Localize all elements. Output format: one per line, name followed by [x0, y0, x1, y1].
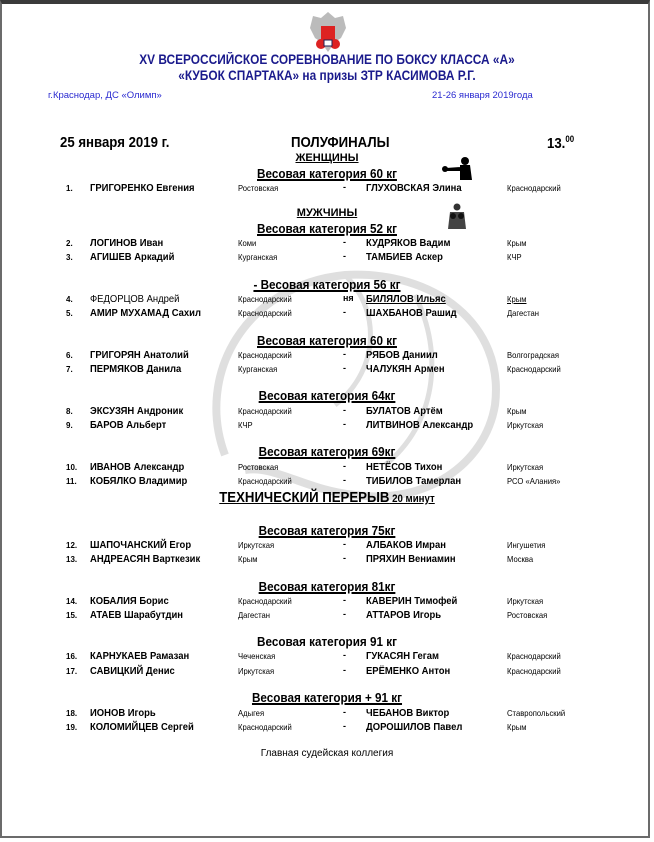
bout-row [0, 182, 654, 196]
boxer-region: Ростовская [238, 183, 279, 193]
bout-number: 1. [66, 184, 73, 193]
boxer-name: ИОНОВ Игорь [90, 707, 156, 719]
boxer-region: Дагестан [238, 610, 271, 620]
boxer-name: КАРНУКАЕВ Рамазан [90, 650, 190, 662]
boxer-region: Иркутская [238, 540, 275, 550]
opponent-name: ЕРЁМЕНКО Антон [366, 665, 451, 677]
boxer-name: ГРИГОРЯН Анатолий [90, 349, 189, 361]
opponent-name: ШАХБАНОВ Рашид [366, 307, 457, 319]
bout-number: 17. [66, 667, 78, 676]
bout-separator: - [343, 553, 346, 563]
boxer-name: ФЕДОРЦОВ Андрей [90, 293, 180, 305]
weight-category-label: Весовая категория 64кг [258, 388, 396, 403]
weight-category-label: Весовая категория 52 кг [257, 221, 397, 236]
boxer-region: Краснодарский [238, 350, 292, 360]
break-duration: 20 минут [389, 493, 435, 505]
opponent-region: Краснодарский [507, 666, 561, 676]
bout-row [0, 363, 654, 377]
weight-category [33, 634, 622, 649]
bout-number: 12. [66, 541, 78, 550]
opponent-region: Ставропольский [507, 708, 566, 718]
bout-separator: - [343, 237, 346, 247]
bout-row [0, 609, 654, 623]
bout-row [0, 349, 654, 363]
boxer-region: Краснодарский [238, 406, 292, 416]
opponent-name: КАВЕРИН Тимофей [366, 595, 458, 607]
weight-category [33, 388, 622, 403]
opponent-name: АТТАРОВ Игорь [366, 609, 442, 621]
opponent-region: Волгоградская [507, 350, 560, 360]
opponent-name: НЕТЁСОВ Тихон [366, 461, 443, 473]
bout-separator: - [343, 251, 346, 261]
weight-category-label: Весовая категория + 91 кг [251, 690, 403, 705]
dates: 21-26 января 2019года [432, 90, 533, 101]
bout-separator: ня [343, 293, 354, 303]
bout-number: 19. [66, 723, 78, 732]
boxer-region: Курганская [238, 252, 278, 262]
opponent-name: РЯБОВ Даниил [366, 349, 438, 361]
opponent-name: ДОРОШИЛОВ Павел [366, 721, 463, 733]
opponent-region: Краснодарский [507, 651, 561, 661]
opponent-region: Иркутская [507, 596, 544, 606]
bout-row [0, 707, 654, 721]
venue: г.Краснодар, ДС «Олимп» [48, 90, 162, 101]
footer-signature: Главная судейская коллегия [260, 748, 394, 759]
bout-separator: - [343, 363, 346, 373]
opponent-name: ЧАЛУКЯН Армен [366, 363, 445, 375]
opponent-name: АЛБАКОВ Имран [366, 539, 446, 551]
bout-number: 5. [66, 309, 73, 318]
competition-date: 25 января 2019 г. [60, 134, 170, 151]
bout-number: 14. [66, 597, 78, 606]
boxer-region: КЧР [238, 420, 253, 430]
opponent-region: Иркутская [507, 462, 544, 472]
title-line2: «КУБОК СПАРТАКА» на призы ЗТР КАСИМОВА Р.Г. [178, 68, 476, 83]
boxer-region: Ростовская [238, 462, 279, 472]
boxer-name: АТАЕВ Шарабутдин [90, 609, 183, 621]
bout-separator: - [343, 475, 346, 485]
bout-separator: - [343, 650, 346, 660]
opponent-name: ЧЕБАНОВ Виктор [366, 707, 450, 719]
bout-separator: - [343, 665, 346, 675]
weight-category [33, 166, 622, 181]
bout-number: 3. [66, 253, 73, 262]
boxer-name: ИВАНОВ Александр [90, 461, 185, 473]
opponent-name: ПРЯХИН Вениамин [366, 553, 456, 565]
opponent-region: Краснодарский [507, 364, 561, 374]
bout-row [0, 665, 654, 679]
bout-number: 9. [66, 421, 73, 430]
boxer-name: ЛОГИНОВ Иван [90, 237, 164, 249]
bout-number: 13. [66, 555, 78, 564]
bout-separator: - [343, 307, 346, 317]
opponent-name: ГЛУХОВСКАЯ Элина [366, 182, 462, 194]
section-heading: МУЖЧИНЫ [296, 207, 358, 219]
bout-row [0, 237, 654, 251]
opponent-region: РСО «Алания» [507, 476, 561, 486]
boxer-name: КОЛОМИЙЦЕВ Сергей [90, 721, 194, 733]
bout-row [0, 539, 654, 553]
weight-category-label: Весовая категория 81кг [258, 579, 396, 594]
opponent-region: Крым [507, 238, 527, 248]
opponent-region: Москва [507, 554, 534, 564]
opponent-name: ГУКАСЯН Гегам [366, 650, 439, 662]
bout-row [0, 251, 654, 265]
opponent-region: Ростовская [507, 610, 548, 620]
bout-row [0, 650, 654, 664]
weight-category [33, 579, 622, 594]
boxer-region: Крым [238, 554, 258, 564]
weight-category [33, 444, 622, 459]
boxer-region: Краснодарский [238, 596, 292, 606]
emblem-logo [307, 8, 349, 56]
bout-number: 4. [66, 295, 73, 304]
bout-row [0, 405, 654, 419]
opponent-region: Дагестан [507, 308, 540, 318]
weight-category [33, 690, 622, 705]
weight-category-label: - Весовая категория 56 кг [253, 277, 401, 292]
bout-number: 6. [66, 351, 73, 360]
bout-separator: - [343, 707, 346, 717]
opponent-region: Краснодарский [507, 183, 561, 193]
boxer-region: Краснодарский [238, 722, 292, 732]
weight-category [33, 277, 622, 292]
boxer-region: Краснодарский [238, 308, 292, 318]
bout-number: 15. [66, 611, 78, 620]
opponent-name: ТИБИЛОВ Тамерлан [366, 475, 462, 487]
bout-number: 16. [66, 652, 78, 661]
opponent-region: Крым [507, 406, 527, 416]
opponent-name: КУДРЯКОВ Вадим [366, 237, 451, 249]
break-label: ТЕХНИЧЕСКИЙ ПЕРЕРЫВ [219, 489, 390, 506]
bout-separator: - [343, 182, 346, 192]
boxer-region: Адыгея [238, 708, 265, 718]
opponent-region: Иркутская [507, 420, 544, 430]
technical-break [39, 489, 615, 506]
boxer-name: КОБАЛИЯ Борис [90, 595, 169, 607]
bout-number: 2. [66, 239, 73, 248]
bout-number: 10. [66, 463, 78, 472]
bout-row [0, 293, 654, 307]
bout-separator: - [343, 721, 346, 731]
bout-separator: - [343, 609, 346, 619]
bout-number: 11. [66, 477, 77, 486]
boxer-name: БАРОВ Альберт [90, 419, 167, 431]
boxer-region: Курганская [238, 364, 278, 374]
boxer-region: Чеченская [238, 651, 276, 661]
time-minutes: 00 [565, 134, 575, 144]
weight-category-label: Весовая категория 60 кг [257, 166, 397, 181]
weight-category [33, 523, 622, 538]
title-line1: XV ВСЕРОССИЙСКОЕ СОРЕВНОВАНИЕ ПО БОКСУ КЛАССА «А» [139, 52, 515, 67]
boxer-region: Иркутская [238, 666, 275, 676]
boxer-name: САВИЦКИЙ Денис [90, 665, 175, 677]
boxer-name: КОБЯЛКО Владимир [90, 475, 188, 487]
bout-row [0, 419, 654, 433]
bout-row [0, 553, 654, 567]
bout-separator: - [343, 419, 346, 429]
weight-category [33, 333, 622, 348]
opponent-name: ТАМБИЕВ Аскер [366, 251, 443, 263]
bout-row [0, 475, 654, 489]
opponent-region: Крым [507, 294, 527, 304]
bout-number: 8. [66, 407, 73, 416]
opponent-region: Крым [507, 722, 527, 732]
boxer-region: Коми [238, 238, 257, 248]
boxer-name: ШАПОЧАНСКИЙ Егор [90, 539, 192, 551]
boxer-name: ПЕРМЯКОВ Данила [90, 363, 182, 375]
weight-category [33, 221, 622, 236]
section-heading: ЖЕНЩИНЫ [295, 152, 359, 164]
bout-separator: - [343, 349, 346, 359]
weight-category-label: Весовая категория 91 кг [257, 634, 397, 649]
opponent-region: Ингушетия [507, 540, 546, 550]
weight-category-label: Весовая категория 69кг [258, 444, 396, 459]
boxer-name: АНДРЕАСЯН Варткезик [90, 553, 201, 565]
bout-number: 18. [66, 709, 78, 718]
boxer-region: Краснодарский [238, 294, 292, 304]
opponent-name: БУЛАТОВ Артём [366, 405, 443, 417]
bout-separator: - [343, 539, 346, 549]
bout-row [0, 307, 654, 321]
bout-separator: - [343, 405, 346, 415]
weight-category-label: Весовая категория 75кг [258, 523, 396, 538]
opponent-region: КЧР [507, 252, 522, 262]
opponent-name: ЛИТВИНОВ Александр [366, 419, 474, 431]
start-time [547, 134, 574, 152]
bout-separator: - [343, 595, 346, 605]
bout-row [0, 461, 654, 475]
bout-row [0, 721, 654, 735]
bout-separator: - [343, 461, 346, 471]
bout-number: 7. [66, 365, 73, 374]
stage-title: ПОЛУФИНАЛЫ [291, 134, 390, 151]
opponent-name: БИЛЯЛОВ Ильяс [366, 293, 446, 305]
boxer-name: АГИШЕВ Аркадий [90, 251, 175, 263]
weight-category-label: Весовая категория 60 кг [257, 333, 397, 348]
time-hours: 13. [547, 135, 566, 152]
boxer-region: Краснодарский [238, 476, 292, 486]
bout-row [0, 595, 654, 609]
boxer-name: АМИР МУХАМАД Сахил [90, 307, 201, 319]
boxer-name: ГРИГОРЕНКО Евгения [90, 182, 195, 194]
boxer-name: ЭКСУЗЯН Андроник [90, 405, 184, 417]
